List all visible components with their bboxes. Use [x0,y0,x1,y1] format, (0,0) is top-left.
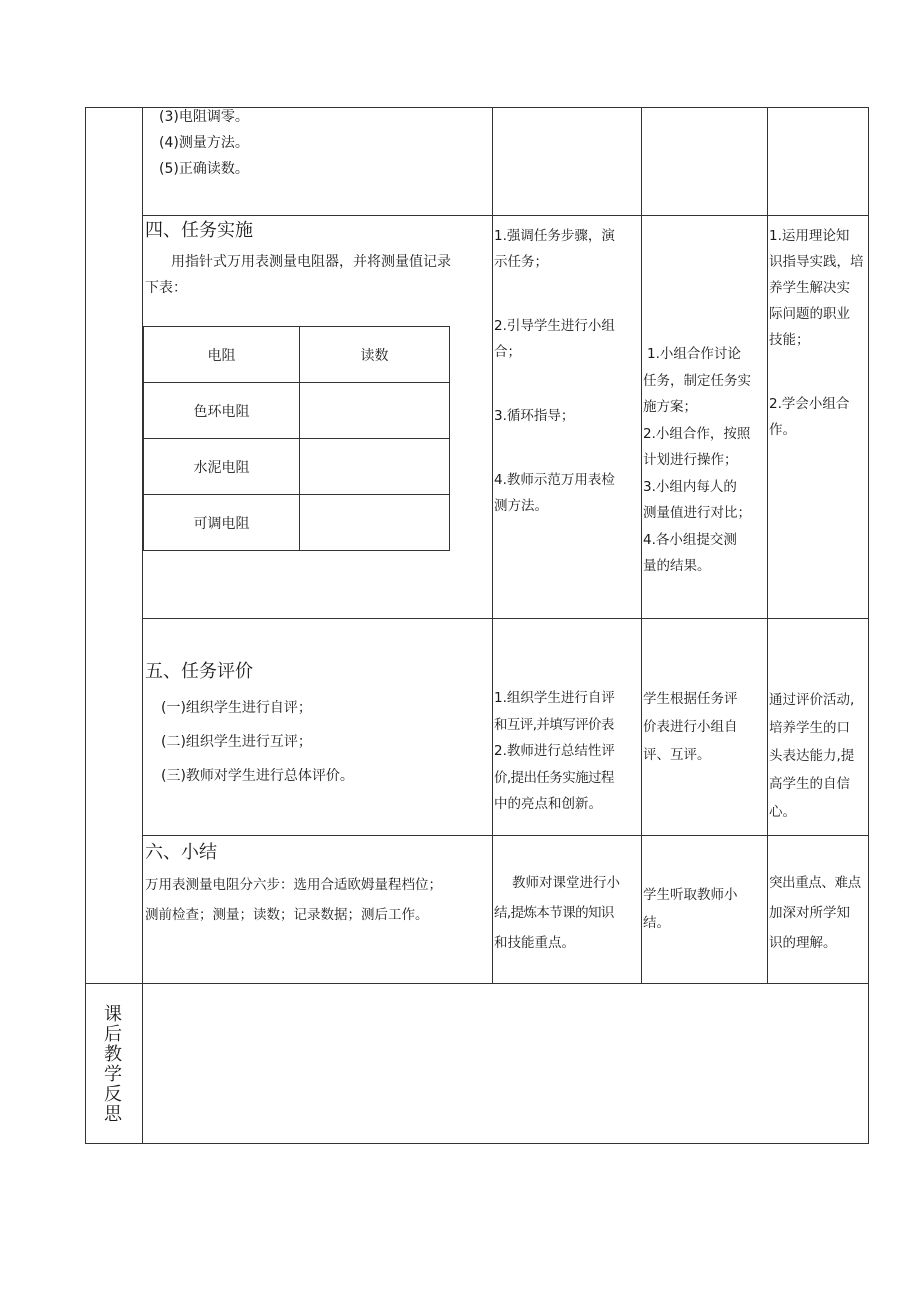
section-heading-4: 四、任务实施 [145,220,253,241]
student-line: 3.小组内每人的 [643,478,737,495]
student-line: 价表进行小组自 [643,719,738,735]
evaluation-item: (三)教师对学生进行总体评价。 [161,768,354,784]
intent-line: 培养学生的口 [769,720,850,736]
header-resistor: 电阻 [144,327,300,383]
reading-value[interactable] [300,495,450,551]
resistor-name: 水泥电阻 [144,439,300,495]
reflection-char: 后 [104,1024,122,1045]
teacher-line: 和互评,并填写评价表 [494,716,614,733]
design-intent-4 [769,223,868,443]
student-activity-6 [643,881,767,937]
reflection-label [103,1005,123,1125]
teacher-line: 中的亮点和创新。 [494,796,602,812]
table-row [144,383,450,439]
student-line: 任务，制定任务实 [643,372,751,389]
task-evaluation-cell [145,659,491,793]
reflection-char: 教 [104,1044,122,1065]
teacher-activity-5 [494,685,642,818]
student-line: 测量值进行对比； [643,505,751,521]
teacher-line [494,365,641,403]
student-activity-4 [643,341,767,580]
task-intro-line2: 下表： [145,280,187,296]
student-line: 量的结果。 [643,558,711,574]
student-line: 评、互评。 [643,747,711,763]
summary-cell [145,840,491,930]
intent-line: 高学生的自信 [769,776,850,792]
teacher-line: 教师对课堂进行小 [512,875,620,891]
reflection-char: 课 [104,1004,122,1025]
intent-line: 作。 [769,422,796,438]
student-line: 1.小组合作讨论 [647,346,741,362]
intent-line: 突出重点、难点 [769,875,861,891]
intent-line: 识的理解。 [769,935,837,951]
task-intro-line1: 用指针式万用表测量电阻器，并将测量值记录 [171,254,451,270]
summary-line1: 万用表测量电阻分六步：选用合适欧姆量程档位； [145,877,442,893]
summary-line2: 测前检查；测量；读数；记录数据；测后工作。 [145,907,429,923]
teacher-line: 和技能重点。 [494,935,575,951]
teacher-line: 价,提出任务实施过程 [494,769,614,786]
teacher-line [494,429,641,467]
reading-value[interactable] [300,383,450,439]
design-intent-6 [769,868,868,958]
student-line: 2.小组合作，按照 [643,425,751,442]
intent-line: 通过评价活动, [769,692,855,708]
teacher-line: 示任务； [494,254,548,270]
section-heading-5: 五、任务评价 [145,661,253,682]
teacher-line [494,275,641,313]
measurement-table [143,326,450,551]
intent-line: 头表达能力,提 [769,748,855,764]
header-reading: 读数 [300,327,450,383]
reading-value[interactable] [300,439,450,495]
student-line: 学生听取教师小 [643,887,738,903]
student-line: 施方案； [643,399,697,415]
table-row [144,439,450,495]
teacher-line: 1.强调任务步骤，演 [494,228,615,244]
resistor-name: 可调电阻 [144,495,300,551]
reflection-char: 反 [104,1084,122,1105]
table-border-right [868,107,869,1144]
teacher-line: 4.教师示范万用表检 [494,472,615,488]
step-3: (3)电阻调零。 [159,109,249,125]
teacher-line: 合； [494,344,521,360]
resistor-name: 色环电阻 [144,383,300,439]
intent-line: 心。 [769,804,796,820]
steps-cell [143,104,492,182]
reflection-char: 思 [104,1104,122,1125]
reflection-char: 学 [104,1064,122,1085]
intent-line: 加深对所学知 [769,905,850,921]
student-activity-5 [643,685,767,769]
evaluation-item: (二)组织学生进行互评； [161,734,312,750]
teacher-activity-6 [494,868,642,958]
teacher-line: 结,提炼本节课的知识 [494,905,614,921]
step-5: (5)正确读数。 [159,161,249,177]
teacher-line: 2.引导学生进行小组 [494,318,615,334]
student-line: 结。 [643,915,670,931]
row-divider-3 [142,835,869,836]
teacher-line: 2.教师进行总结性评 [494,743,615,759]
intent-line: 养学生解决实 [769,280,850,296]
teacher-line: 3.循环指导； [494,408,575,424]
intent-line: 2.学会小组合 [769,396,850,412]
table-row [144,495,450,551]
student-line: 计划进行操作； [643,452,738,468]
teacher-line: 1.组织学生进行自评 [494,690,615,706]
row-divider-2 [142,618,869,619]
intent-line: 际问题的职业 [769,306,850,322]
intent-line: 识指导实践，培 [769,254,864,270]
table-border-bottom [85,1143,869,1144]
table-border-left [85,107,86,1144]
measurement-table-header [144,327,450,383]
task-implementation-cell [145,215,491,301]
section-heading-6: 六、小结 [145,842,217,863]
teacher-line: 测方法。 [494,498,548,514]
evaluation-item: (一)组织学生进行自评； [161,700,312,716]
intent-line [769,353,868,391]
student-line: 4.各小组提交测 [643,531,737,548]
student-line: 学生根据任务评 [643,691,738,707]
design-intent-5 [769,686,868,826]
intent-line: 技能； [769,332,810,348]
teacher-activity-4 [494,223,641,519]
intent-line: 1.运用理论知 [769,228,850,244]
step-4: (4)测量方法。 [159,135,249,151]
reflection-content[interactable] [144,985,867,1142]
